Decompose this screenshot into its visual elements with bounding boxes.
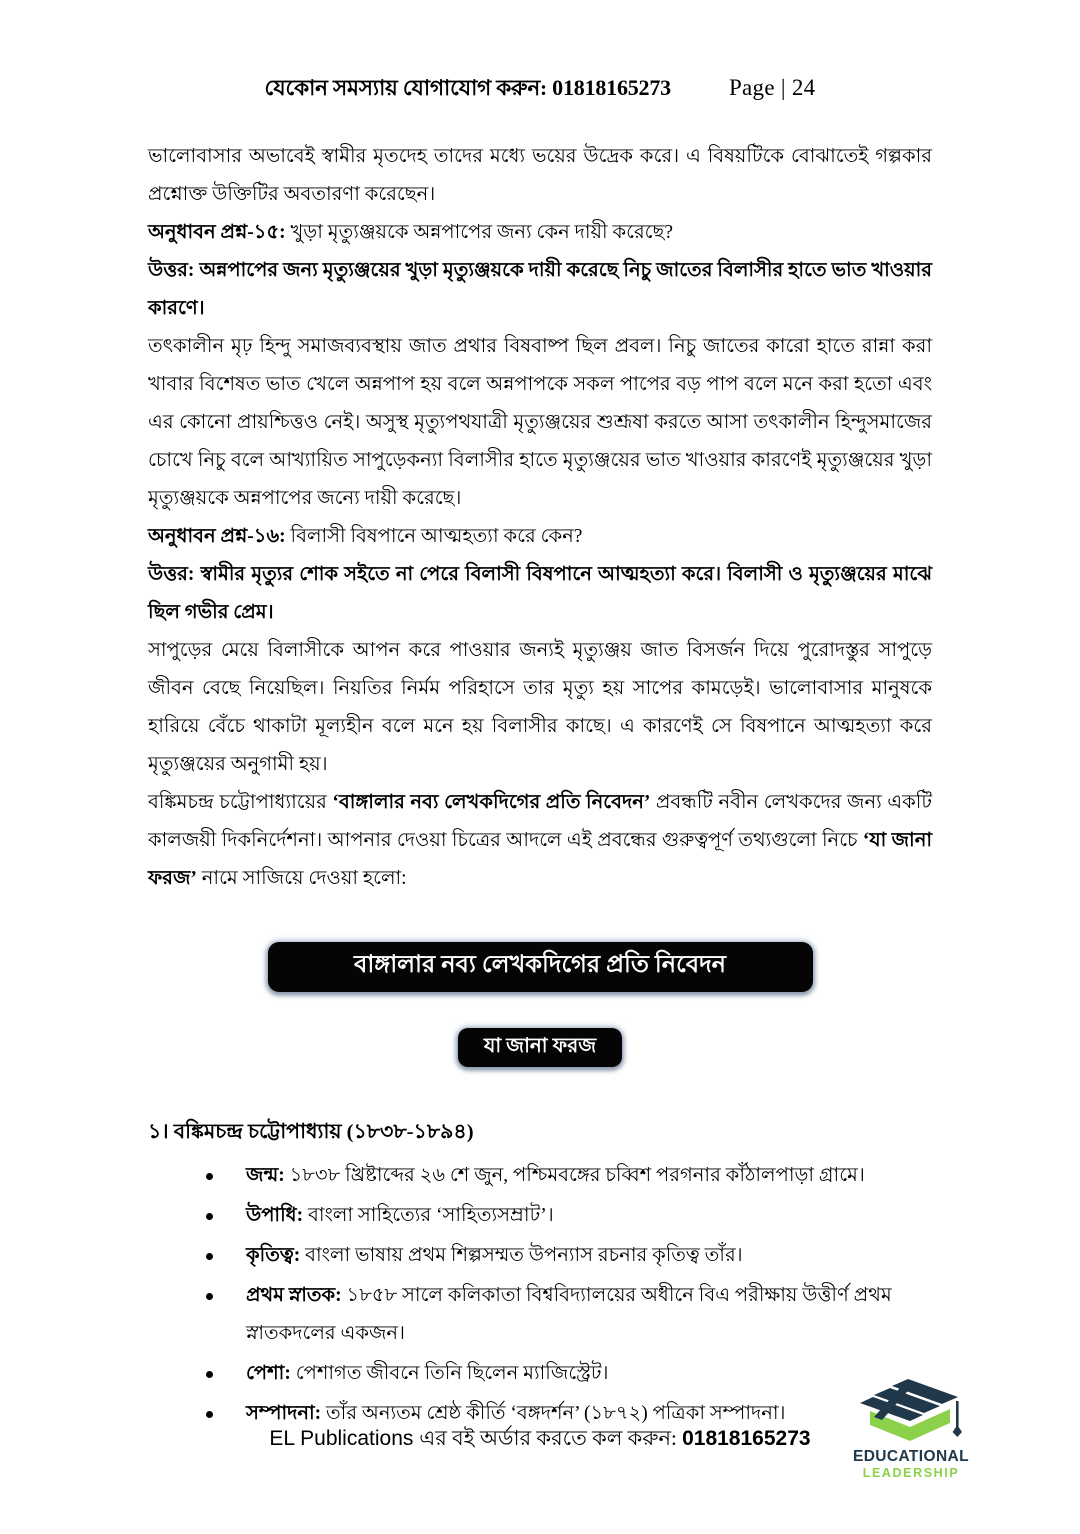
list-item-term: সম্পাদনা: bbox=[246, 1402, 322, 1424]
answer-15-explanation: তৎকালীন মৃঢ় হিন্দু সমাজব্যবস্থায় জাত প্রথার বিষবাষ্প ছিল প্রবল। নিচু জাতের কারো হাতে রান্না করা খাবার বিশেষত ভাত খেলে অন্নপাপ হয় বলে অন্নপাপকে সকল পাপের বড় পাপ বলে মনে করা হতো এবং এর কোনো প্রায়শ্চিত্তও নেই। অসুস্থ মৃত্যুপথযাত্রী মৃত্যুঞ্জয়ের শুশ্রূষা করতে আসা তৎকালীন হিন্দুসমাজের চোখে নিচু বলে আখ্যায়িত সাপুড়েকন্যা বিলাসীর হাতে মৃত্যুঞ্জয়ের ভাত খাওয়ার কারণেই মৃত্যুঞ্জয়ের খুড়া মৃত্যুঞ্জয়কে অন্নপাপের জন্যে দায়ী করেছে। bbox=[148, 336, 932, 509]
list-item-text: বাংলা সাহিত্যের ‘সাহিত্যসম্রাট’। bbox=[303, 1204, 554, 1226]
answer-15-label: উত্তর: bbox=[148, 260, 195, 281]
list-item-term: জন্ম: bbox=[246, 1164, 285, 1186]
list-item-term: পেশা: bbox=[246, 1362, 291, 1384]
list-item-text: বাংলা ভাষায় প্রথম শিল্পসম্মত উপন্যাস রচনার কৃতিত্ব তাঁর। bbox=[300, 1244, 743, 1266]
logo-secondary-text: LEADERSHIP bbox=[862, 1465, 960, 1480]
question-15-text: খুড়া মৃত্যুঞ্জয়কে অন্নপাপের জন্য কেন দায়ী করেছে? bbox=[285, 222, 673, 243]
section-heading: ১। বঙ্কিমচন্দ্র চট্টোপাধ্যায় (১৮৩৮-১৮৯৪) bbox=[148, 1120, 474, 1143]
graduation-cap-e-icon bbox=[846, 1375, 976, 1447]
header-contact-line bbox=[265, 72, 671, 108]
list-item bbox=[206, 1197, 932, 1235]
question-15-label: অনুধাবন প্রশ্ন-১৫: bbox=[148, 222, 286, 243]
list-item-text: পেশাগত জীবনে তিনি ছিলেন ম্যাজিস্ট্রেট। bbox=[290, 1362, 609, 1384]
banner-essay-title: বাঙ্গালার নব্য লেখকদিগের প্রতি নিবেদন bbox=[268, 942, 813, 992]
essay-title-emphasis: ‘বাঙ্গালার নব্য লেখকদিগের প্রতি নিবেদন’ bbox=[332, 792, 651, 813]
page-content bbox=[148, 138, 932, 1433]
list-item-text: ১৮৫৮ সালে কলিকাতা বিশ্ববিদ্যালয়ের অধীনে বিএ পরীক্ষায় উত্তীর্ণ প্রথম স্নাতকদলের একজন। bbox=[246, 1284, 892, 1344]
lead-in-text-3: নামে সাজিয়ে দেওয়া হলো: bbox=[196, 868, 407, 889]
page-number-label: Page | 24 bbox=[728, 75, 816, 100]
banner-group bbox=[148, 942, 932, 1067]
answer-16-explanation: সাপুড়ের মেয়ে বিলাসীকে আপন করে পাওয়ার জন্যই মৃত্যুঞ্জয় জাত বিসর্জন দিয়ে পুরোদস্তুর সাপুড়ে জীবন বেছে নিয়েছিল। নিয়তির নির্মম পরিহাসে তার মৃত্যু হয় সাপের কামড়েই। ভালোবাসার মানুষকে হারিয়ে বেঁচে থাকাটা মূল্যহীন বলে মনে হয় বিলাসীর কাছে। এ কারণেই সে বিষপানে আত্মহত্যা করে মৃত্যুঞ্জয়ের অনুগামী হয়। bbox=[148, 640, 932, 775]
question-16-label: অনুধাবন প্রশ্ন-১৬: bbox=[148, 526, 286, 547]
answer-16 bbox=[148, 556, 932, 632]
list-item-text: ১৮৩৮ খ্রিষ্টাব্দের ২৬ শে জুন, পশ্চিমবঙ্গের চব্বিশ পরগনার কাঁঠালপাড়া গ্রামে। bbox=[284, 1164, 865, 1186]
question-15 bbox=[148, 214, 932, 252]
logo-primary-text: EDUCATIONAL bbox=[852, 1448, 970, 1465]
list-item-term: উপাধি: bbox=[246, 1204, 304, 1226]
list-item bbox=[206, 1277, 932, 1353]
header-phone-number: 01818165273 bbox=[552, 75, 671, 100]
intro-paragraph: ভালোবাসার অভাবেই স্বামীর মৃতদেহ তাদের মধ্যে ভয়ের উদ্রেক করে। এ বিষয়টিকে বোঝাতেই গল্পকার প্রশ্নোক্ত উক্তিটির অবতারণা করেছেন। bbox=[148, 146, 932, 205]
answer-15 bbox=[148, 252, 932, 328]
footer-publisher-name: EL Publications bbox=[269, 1427, 420, 1450]
lead-in-paragraph bbox=[148, 784, 932, 898]
header-contact-label: যেকোন সমস্যায় যোগাযোগ করুন: bbox=[264, 76, 547, 100]
answer-16-label: উত্তর: bbox=[148, 564, 195, 585]
banner-section-title: যা জানা ফরজ bbox=[458, 1028, 622, 1067]
answer-16-text: স্বামীর মৃত্যুর শোক সইতে না পেরে বিলাসী বিষপানে আত্মহত্যা করে। বিলাসী ও মৃত্যুঞ্জয়ের মাঝে ছিল গভীর প্রেম। bbox=[148, 564, 932, 623]
list-item bbox=[206, 1237, 932, 1275]
list-item bbox=[206, 1157, 932, 1195]
lead-in-text-1: বঙ্কিমচন্দ্র চট্টোপাধ্যায়ের bbox=[148, 792, 333, 813]
educational-leadership-logo bbox=[846, 1375, 976, 1495]
footer-phone-number: 01818165273 bbox=[682, 1427, 811, 1450]
question-16-text: বিলাসী বিষপানে আত্মহত্যা করে কেন? bbox=[285, 526, 583, 547]
footer-order-text: এর বই অর্ডার করতে কল করুন: bbox=[419, 1426, 683, 1450]
list-item-term: প্রথম স্নাতক: bbox=[246, 1284, 342, 1306]
section-title-emphasis: ‘যা জানা ফরজ’ bbox=[148, 830, 932, 889]
page-header bbox=[148, 0, 932, 108]
answer-15-text: অন্নপাপের জন্য মৃত্যুঞ্জয়ের খুড়া মৃত্যুঞ্জয়কে দায়ী করেছে নিচু জাতের বিলাসীর হাতে ভাত খাওয়ার কারণে। bbox=[148, 260, 932, 319]
question-16 bbox=[148, 518, 932, 556]
lead-in-text-2: প্রবন্ধটি নবীন লেখকদের জন্য একটি কালজয়ী দিকনির্দেশনা। আপনার দেওয়া চিত্রের আদলে এই প্রবন্ধের গুরুত্বপূর্ণ তথ্যগুলো নিচে bbox=[148, 792, 932, 851]
list-item-term: কৃতিত্ব: bbox=[246, 1244, 301, 1266]
list-item-text: তাঁর অন্যতম শ্রেষ্ঠ কীর্তি ‘বঙ্গদর্শন’ (১৮৭২) পত্রিকা সম্পাদনা। bbox=[321, 1402, 786, 1424]
